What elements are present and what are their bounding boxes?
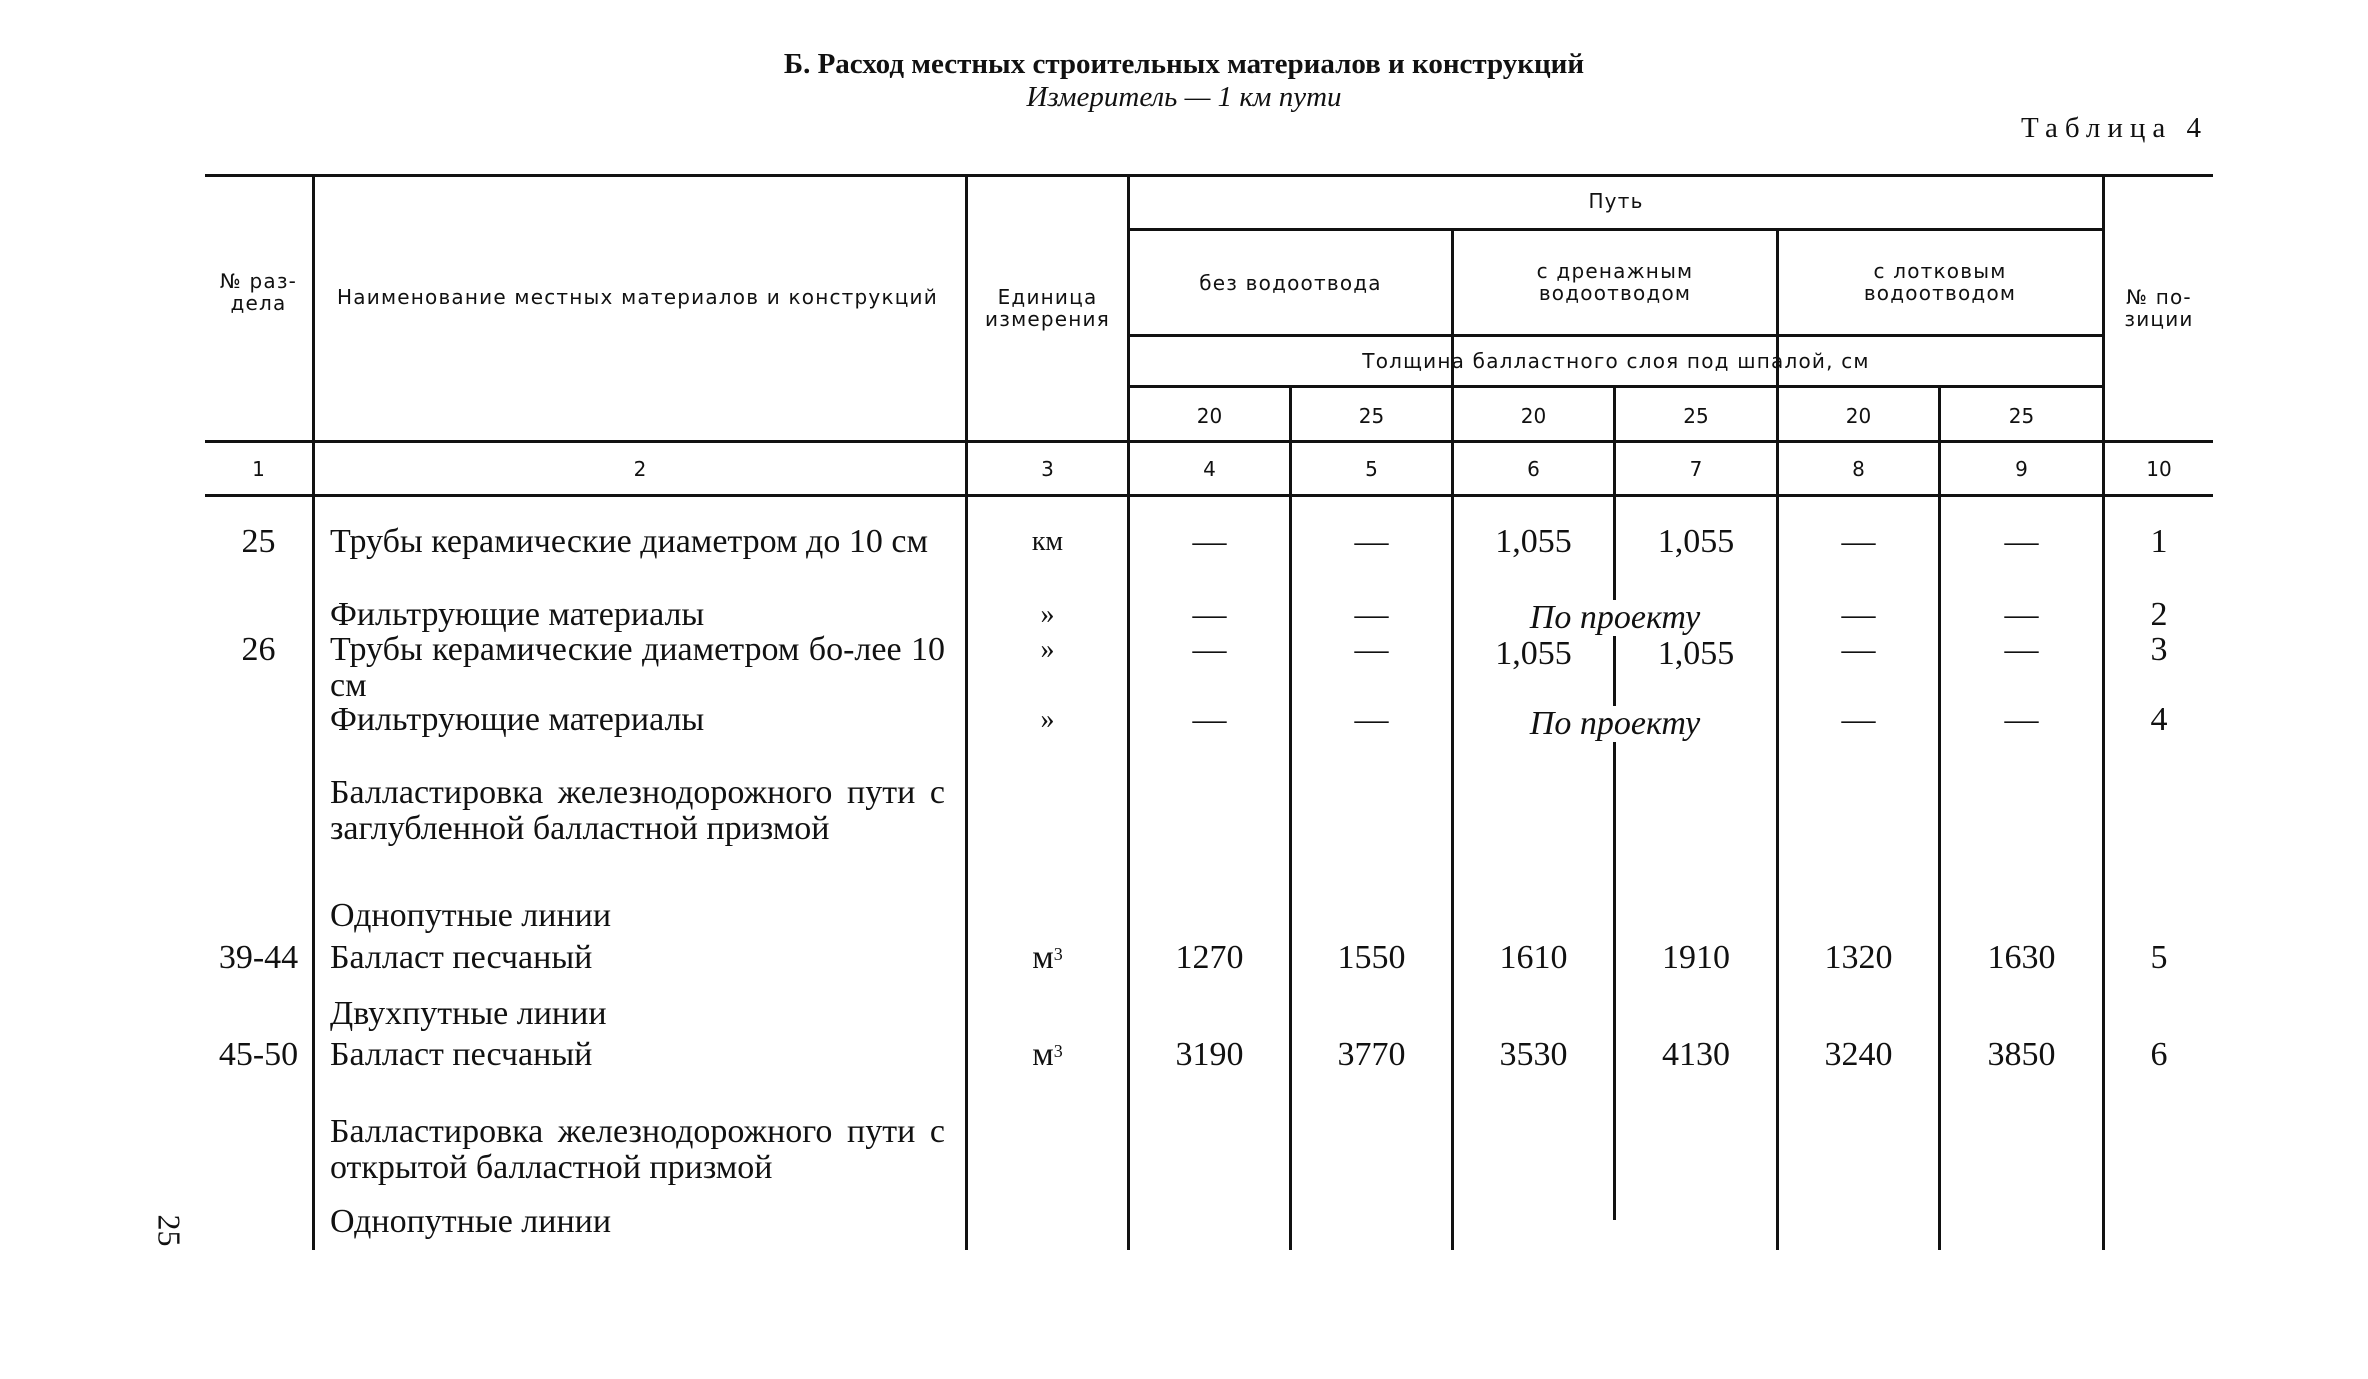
row-name: Балласт песчаный xyxy=(330,939,593,976)
row-unit: м xyxy=(1032,939,1054,976)
row-unit: км xyxy=(1031,526,1064,557)
subsection-heading: Однопутные линии xyxy=(330,897,612,934)
row-value: — xyxy=(1841,631,1876,668)
row-section: 25 xyxy=(241,523,276,560)
column-number: 10 xyxy=(2146,457,2172,481)
row-value: 3850 xyxy=(1987,1036,2056,1073)
column-number: 1 xyxy=(252,457,265,481)
project-note: По проекту xyxy=(1454,600,1776,636)
table-label: Таблица 4 xyxy=(2020,112,2208,144)
column-number: 2 xyxy=(633,457,647,481)
header-tray: с лотковым водоотводом xyxy=(1863,259,2017,305)
header-position: № по- зиции xyxy=(2124,285,2194,331)
header-section: № раз- дела xyxy=(219,269,298,315)
thickness-value: 25 xyxy=(1358,404,1385,428)
subsection-heading: Однопутные линии xyxy=(330,1203,612,1240)
row-value: 1550 xyxy=(1337,939,1406,976)
unit-exponent: 3 xyxy=(1053,944,1063,964)
row-section: 39-44 xyxy=(218,939,299,976)
row-value: 1910 xyxy=(1662,939,1730,976)
row-value: 3770 xyxy=(1337,1036,1406,1073)
header-no-drainage: без водоотвода xyxy=(1199,271,1382,295)
row-value: — xyxy=(2004,701,2039,738)
row-position: 1 xyxy=(2150,523,2168,560)
unit-exponent: 3 xyxy=(1053,1041,1063,1061)
row-value: — xyxy=(1841,701,1876,738)
row-name: Трубы керамические диаметром до 10 см xyxy=(330,523,928,560)
header-name: Наименование местных материалов и конструкций xyxy=(337,285,938,309)
measure-subtitle: Измеритель — 1 км пути xyxy=(1026,81,1342,113)
row-value: — xyxy=(1192,596,1227,633)
row-value: 1320 xyxy=(1824,939,1893,976)
thickness-value: 25 xyxy=(1683,404,1709,428)
row-position: 2 xyxy=(2150,596,2168,633)
row-value: 4130 xyxy=(1662,1036,1730,1073)
column-number: 8 xyxy=(1852,457,1865,481)
row-value: — xyxy=(2004,596,2039,633)
column-number: 7 xyxy=(1689,457,1703,481)
header-unit: Единица измерения xyxy=(985,285,1110,331)
row-value: 1,055 xyxy=(1657,523,1735,560)
row-value: — xyxy=(1354,701,1389,738)
row-value: 3190 xyxy=(1175,1036,1244,1073)
row-value: — xyxy=(1354,523,1389,560)
row-position: 4 xyxy=(2150,701,2168,738)
row-name: Фильтрующие материалы xyxy=(330,701,705,738)
column-number: 9 xyxy=(2015,457,2028,481)
row-value: — xyxy=(2004,631,2039,668)
row-value: — xyxy=(1192,701,1227,738)
row-value: 1270 xyxy=(1175,939,1244,976)
column-number: 3 xyxy=(1041,457,1054,481)
row-value: 1630 xyxy=(1987,939,2056,976)
row-value: — xyxy=(1354,596,1389,633)
row-position: 5 xyxy=(2150,939,2168,976)
subsection-heading: Двухпутные линии xyxy=(330,995,607,1032)
thickness-value: 20 xyxy=(1520,404,1547,428)
row-value: 1610 xyxy=(1499,939,1568,976)
row-value: — xyxy=(1192,523,1227,560)
column-number: 6 xyxy=(1527,457,1540,481)
row-value: 1,055 xyxy=(1495,523,1572,560)
thickness-value: 25 xyxy=(2008,404,2035,428)
row-value: 3240 xyxy=(1824,1036,1893,1073)
row-section: 45-50 xyxy=(218,1036,299,1073)
section-heading: Балластировка железнодорожного пути с открытой балластной призмой xyxy=(330,1113,945,1186)
row-value: 1,055 xyxy=(1495,635,1572,672)
row-name: Трубы керамические диаметром бо-лее 10 см xyxy=(330,631,945,704)
row-value: 1,055 xyxy=(1657,635,1735,672)
section-heading: Балластировка железнодорожного пути с заглубленной балластной призмой xyxy=(330,774,945,847)
row-value: 3530 xyxy=(1499,1036,1568,1073)
header-thickness: Толщина балластного слоя под шпалой, см xyxy=(1362,349,1870,373)
header-path: Путь xyxy=(1588,189,1644,213)
page-number: 25 xyxy=(151,1214,188,1247)
row-value: — xyxy=(1841,523,1876,560)
column-number: 4 xyxy=(1203,457,1216,481)
row-position: 3 xyxy=(2150,631,2168,668)
row-unit: » xyxy=(1040,599,1055,630)
header-drainage: с дренажным водоотводом xyxy=(1536,259,1694,305)
row-unit: » xyxy=(1040,704,1055,735)
row-name: Фильтрующие материалы xyxy=(330,596,705,633)
row-position: 6 xyxy=(2150,1036,2168,1073)
row-value: — xyxy=(1192,631,1227,668)
thickness-value: 20 xyxy=(1196,404,1223,428)
table-title: Б. Расход местных строительных материалов и конструкций xyxy=(783,48,1585,80)
thickness-value: 20 xyxy=(1845,404,1872,428)
row-unit: » xyxy=(1040,634,1055,665)
row-name: Балласт песчаный xyxy=(330,1036,593,1073)
column-number: 5 xyxy=(1365,457,1378,481)
row-value: — xyxy=(1354,631,1389,668)
project-note: По проекту xyxy=(1454,706,1776,742)
row-value: — xyxy=(1841,596,1876,633)
row-unit: м xyxy=(1032,1036,1054,1073)
row-value: — xyxy=(2004,523,2039,560)
row-section: 26 xyxy=(241,631,276,668)
